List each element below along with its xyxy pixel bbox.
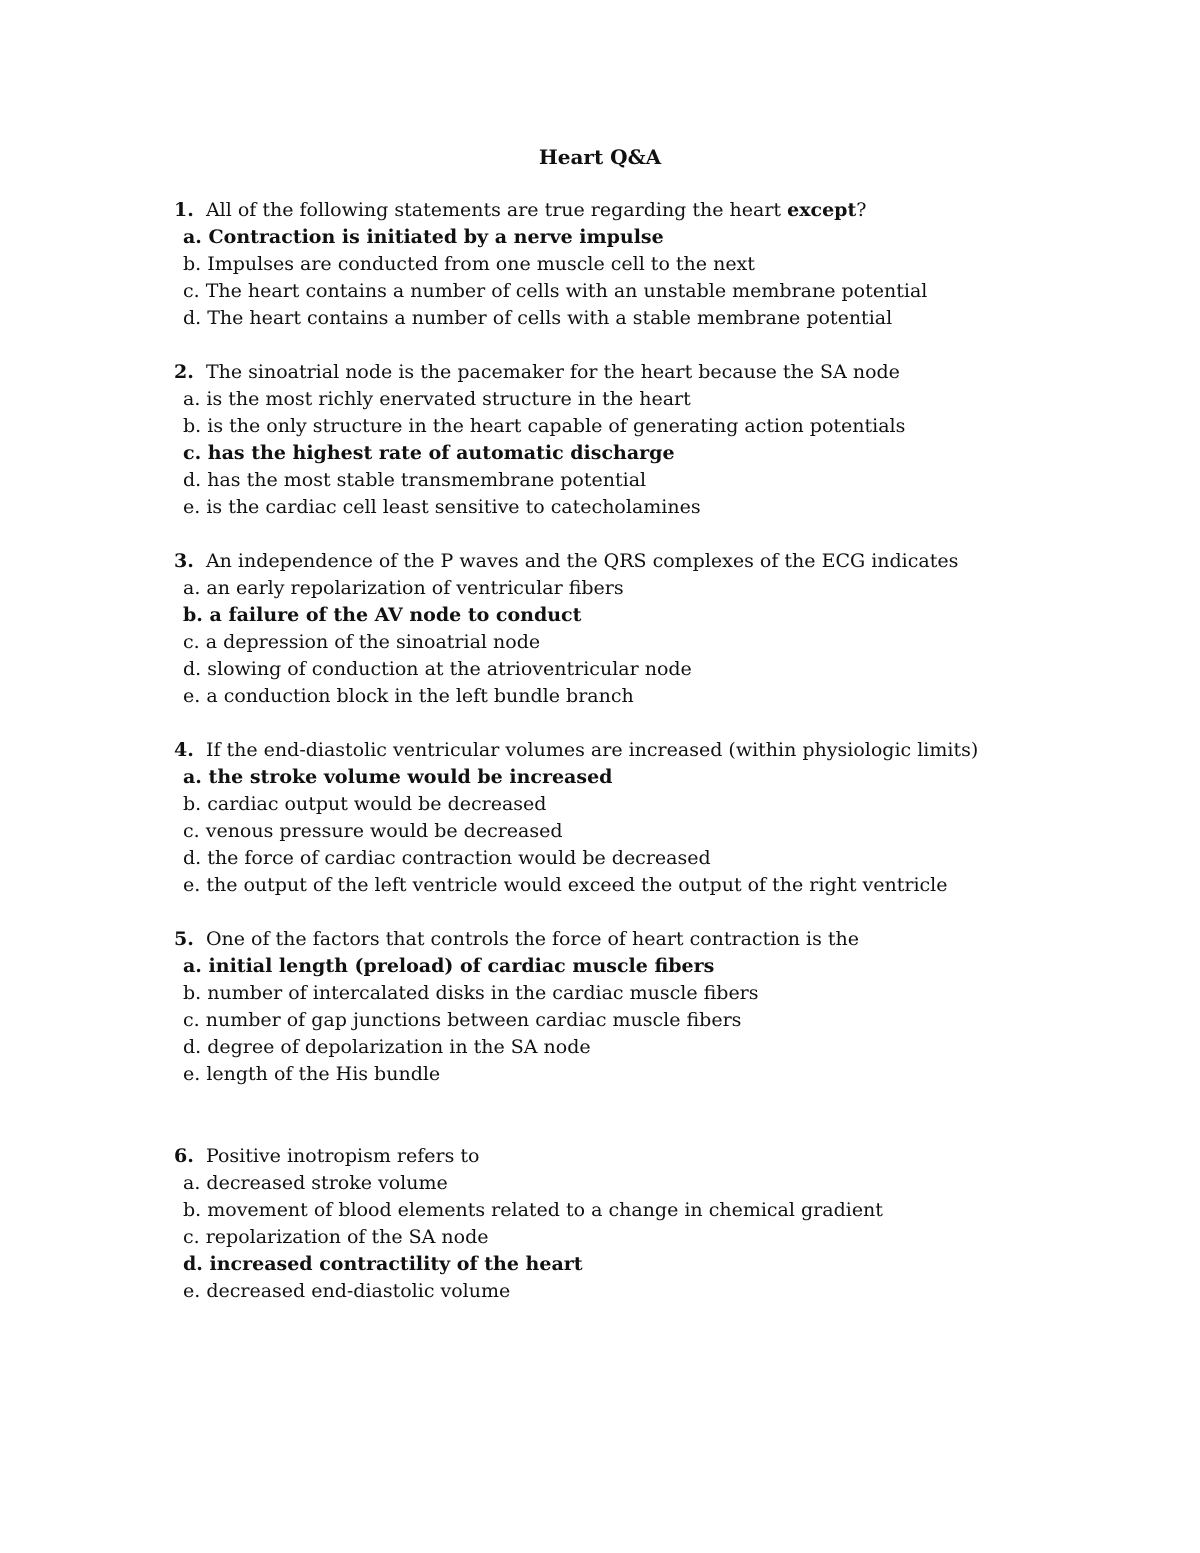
- question-text: All of the following statements are true regarding the heart: [205, 199, 788, 221]
- question-stem: [174, 737, 1074, 764]
- question-number: 4.: [174, 739, 194, 761]
- question-block: [174, 197, 1074, 332]
- answer-option-correct: d. increased contractility of the heart: [183, 1253, 583, 1275]
- question-text: One of the factors that controls the force of heart contraction is the: [205, 928, 859, 950]
- answer-option-correct: b. a failure of the AV node to conduct: [183, 604, 582, 626]
- question-keyword: except: [787, 199, 857, 221]
- answer-option: e. the output of the left ventricle would exceed the output of the right ventricle: [183, 874, 948, 896]
- question-text: An independence of the P waves and the QRS complexes of the ECG indicates: [205, 550, 959, 572]
- question-stem: [174, 926, 1074, 953]
- question-text: If the end-diastolic ventricular volumes are increased (within physiologic limits): [205, 739, 979, 761]
- question-number: 5.: [174, 928, 194, 950]
- answer-option: b. cardiac output would be decreased: [183, 793, 547, 815]
- answer-option: a. an early repolarization of ventricular fibers: [183, 577, 624, 599]
- answer-option: b. number of intercalated disks in the cardiac muscle fibers: [183, 982, 759, 1004]
- question-block: [174, 359, 1074, 521]
- answer-option: e. is the cardiac cell least sensitive to catecholamines: [183, 496, 701, 518]
- page-title: Heart Q&A: [538, 145, 662, 169]
- question-stem: [174, 359, 1074, 386]
- question-number: 2.: [174, 361, 194, 383]
- answer-option: c. number of gap junctions between cardiac muscle fibers: [183, 1009, 742, 1031]
- answer-option-correct: a. the stroke volume would be increased: [183, 766, 613, 788]
- answer-option: b. Impulses are conducted from one muscle cell to the next: [183, 253, 755, 275]
- answer-option: e. a conduction block in the left bundle branch: [183, 685, 634, 707]
- question-block: [174, 548, 1074, 710]
- answer-option: d. has the most stable transmembrane potential: [183, 469, 647, 491]
- question-number: 3.: [174, 550, 194, 572]
- answer-option: d. The heart contains a number of cells with a stable membrane potential: [183, 307, 893, 329]
- answer-option: e. length of the His bundle: [183, 1063, 441, 1085]
- answer-option: a. is the most richly enervated structure in the heart: [183, 388, 691, 410]
- answer-option: e. decreased end-diastolic volume: [183, 1280, 511, 1302]
- question-text: Positive inotropism refers to: [205, 1145, 480, 1167]
- answer-option: c. a depression of the sinoatrial node: [183, 631, 541, 653]
- question-number: 6.: [174, 1145, 194, 1167]
- answer-option: b. is the only structure in the heart capable of generating action potentials: [183, 415, 906, 437]
- question-block: [174, 1143, 1074, 1305]
- question-block: [174, 737, 1074, 899]
- answer-option-correct: a. Contraction is initiated by a nerve impulse: [183, 226, 664, 248]
- answer-option-correct: c. has the highest rate of automatic discharge: [183, 442, 675, 464]
- answer-option: c. venous pressure would be decreased: [183, 820, 563, 842]
- answer-option: a. decreased stroke volume: [183, 1172, 448, 1194]
- question-number: 1.: [174, 199, 194, 221]
- question-text: The sinoatrial node is the pacemaker for the heart because the SA node: [205, 361, 900, 383]
- question-stem: [174, 548, 1074, 575]
- question-block: [174, 926, 1074, 1088]
- answer-option-correct: a. initial length (preload) of cardiac muscle fibers: [183, 955, 715, 977]
- answer-option: d. degree of depolarization in the SA node: [183, 1036, 591, 1058]
- answer-option: c. repolarization of the SA node: [183, 1226, 489, 1248]
- answer-option: b. movement of blood elements related to a change in chemical gradient: [183, 1199, 883, 1221]
- question-text-end: ?: [856, 199, 867, 221]
- question-stem: [174, 1143, 1074, 1170]
- answer-option: c. The heart contains a number of cells with an unstable membrane potential: [183, 280, 928, 302]
- question-stem: [174, 197, 1074, 224]
- answer-option: d. slowing of conduction at the atrioventricular node: [183, 658, 692, 680]
- answer-option: d. the force of cardiac contraction would be decreased: [183, 847, 711, 869]
